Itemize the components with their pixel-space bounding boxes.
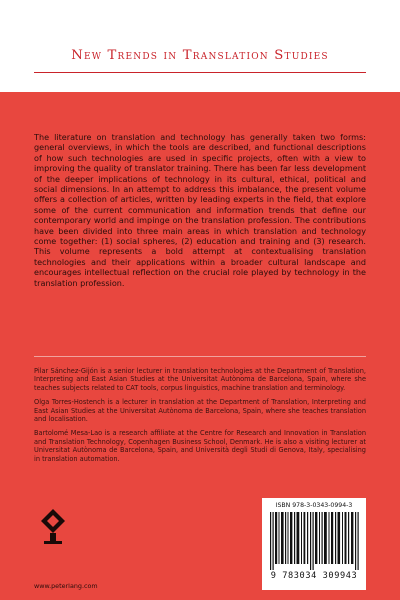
- barcode-icon: [268, 512, 360, 570]
- bio-mesa-lao: Bartolomé Mesa-Lao is a research affiliate at the Centre for Research and Innovation in Translation and Translation Technology, Copenhagen Business School, Denmark. He is also a visiting lecturer at Universitat Autònoma de Barcelona, Spain, and Università degli Studi di Genova, Italy, specialising in translation automation.: [34, 429, 366, 463]
- isbn-barcode-block: [262, 498, 366, 590]
- author-bios: [34, 367, 366, 469]
- bio-sanchez-gijon: Pilar Sánchez-Gijón is a senior lecturer in translation technologies at the Department of Translation, Interpreting and East Asian Studies at the Universitat Autònoma de Barcelona, Spain, where she teaches subjects related to CAT tools, corpus linguistics, machine translation and terminology.: [34, 367, 366, 392]
- series-title: New Trends in Translation Studies: [71, 48, 329, 63]
- section-divider: [34, 356, 366, 357]
- bio-torres-hostench: Olga Torres-Hostench is a lecturer in translation at the Department of Translation, Interpreting and East Asian Studies at the Universitat Autònoma de Barcelona, Spain, where she teaches translation and localisation.: [34, 398, 366, 424]
- barcode-digits: 9 783034 309943: [270, 571, 358, 581]
- book-description: The literature on translation and technology has generally taken two forms: general overviews, in which the tools are described, and functional descriptions of how such technologies are used in specific projects, often with a view to improving the quality of translator training. There has been far less development of the deeper implications of technology in its cultural, ethical, political and social dimensions. In an attempt to address this imbalance, the present volume offers a collection of articles, written by leading experts in the field, that explore some of the current communication and information trends that define our contemporary world and impinge on the translation profession. The contributions have been divided into three main areas in which translation and technology come together: (1) social spheres, (2) education and training and (3) research. This volume represents a bold attempt at contextualising translation technologies and their applications within a broader cultural landscape and encourages intellectual reflection on the crucial role played by technology in the translation profession.: [34, 132, 366, 288]
- peter-lang-logo-icon: [38, 506, 68, 550]
- publisher-website: www.peterlang.com: [34, 582, 98, 590]
- title-divider: [34, 72, 366, 73]
- isbn-number: ISBN 978-3-0343-0994-3: [275, 502, 353, 509]
